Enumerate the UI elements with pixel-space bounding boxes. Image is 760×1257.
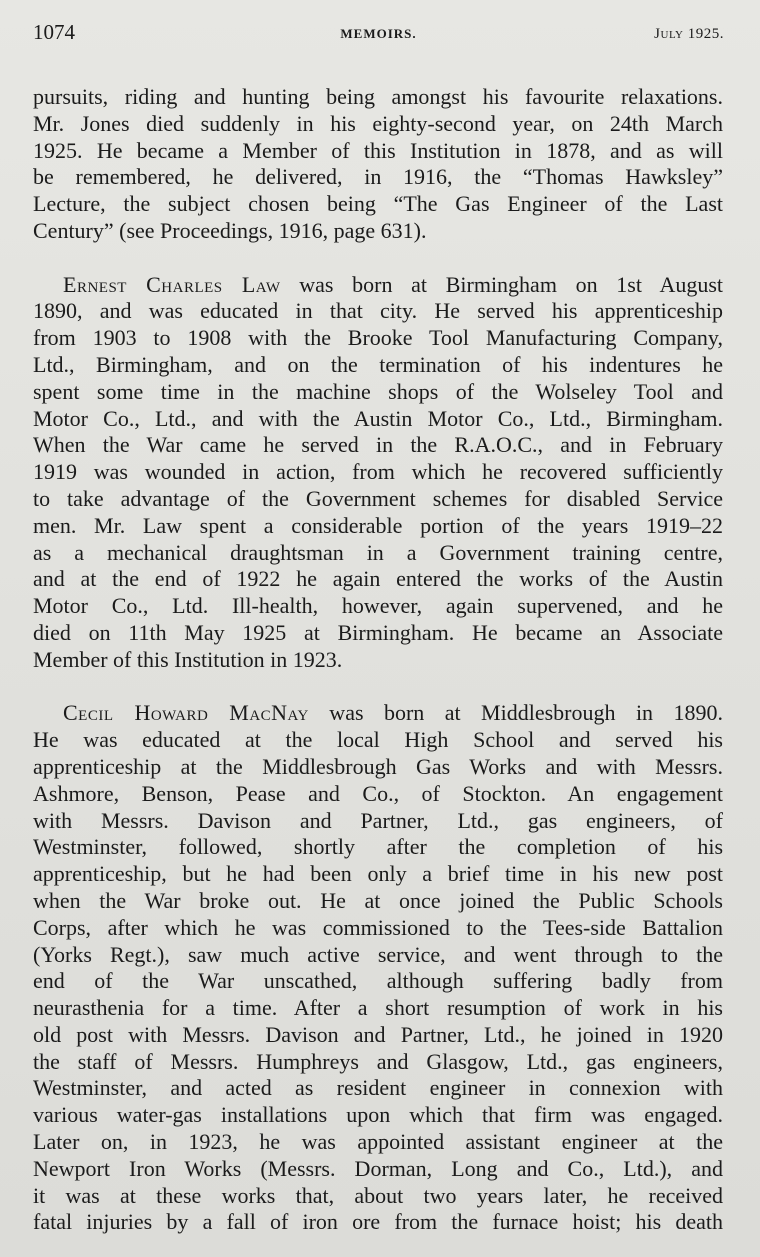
text-line: when the War broke out. He at once joined the Public Schools [33,887,723,913]
text-line: Corps, after which he was commissioned to the Tees-side Battalion [33,914,723,940]
text-line-first [33,272,723,299]
text-line: spent some time in the machine shops of the Wolseley Tool and [33,378,723,404]
text-line: and at the end of 1922 he again entered the works of the Austin [33,566,723,592]
text-line: died on 11th May 1925 at Birmingham. He became an Associate [33,619,723,645]
paragraph-law [33,272,723,674]
text-line: Westminster, followed, shortly after the completion of his [33,834,723,860]
paragraph-macnay [33,700,723,1236]
text-line: Motor Co., Ltd., and with the Austin Motor Co., Ltd., Birmingham. [33,405,723,431]
text-line-first [33,700,723,727]
text-line: be remembered, he delivered, in 1916, the “Thomas Hawksley” [33,164,723,190]
text-line: neurasthenia for a time. After a short resumption of work in his [33,995,723,1021]
text-line: end of the War unscathed, although suffering badly from [33,968,723,994]
page-header [33,20,724,52]
page-number: 1074 [33,20,75,44]
memoir-name: Ernest Charles Law [63,271,281,297]
text-line: various water-gas installations upon which that firm was engaged. [33,1102,723,1128]
text-line: men. Mr. Law spent a considerable portion of the years 1919–22 [33,512,723,538]
text-line: Mr. Jones died suddenly in his eighty-second year, on 24th March [33,110,723,136]
text-line: Westminster, and acted as resident engineer in connexion with [33,1075,723,1101]
text-line: was born at Birmingham on 1st August [280,271,724,297]
text-line: from 1903 to 1908 with the Brooke Tool Manufacturing Company, [33,325,723,351]
text-line: as a mechanical draughtsman in a Government training centre, [33,539,723,565]
text-line: Motor Co., Ltd. Ill-health, however, again supervened, and he [33,593,723,619]
text-line: Lecture, the subject chosen being “The Gas Engineer of the Last [33,191,723,217]
text-line: (Yorks Regt.), saw much active service, and went through to the [33,941,723,967]
text-line: with Messrs. Davison and Partner, Ltd., gas engineers, of [33,807,723,833]
paragraph-gap [33,245,723,272]
body-text [33,84,723,1236]
text-line: fatal injuries by a fall of iron ore from the furnace hoist; his death [33,1209,723,1235]
text-line: Century” (see Proceedings, 1916, page 631). [33,217,427,243]
text-line: apprenticeship, but he had been only a brief time in his new post [33,861,723,887]
text-line: Ashmore, Benson, Pease and Co., of Stockton. An engagement [33,780,723,806]
text-line: it was at these works that, about two years later, he received [33,1182,723,1208]
text-line: apprenticeship at the Middlesbrough Gas Works and with Messrs. [33,753,723,779]
text-line: the staff of Messrs. Humphreys and Glasgow, Ltd., gas engineers, [33,1048,723,1074]
text-line: Later on, in 1923, he was appointed assistant engineer at the [33,1129,723,1155]
issue-date: July 1925. [654,26,724,42]
running-head: MEMOIRS. [340,26,417,41]
paragraph-gap [33,674,723,701]
text-line: old post with Messrs. Davison and Partner, Ltd., he joined in 1920 [33,1021,723,1047]
text-line: 1890, and was educated in that city. He served his apprenticeship [33,298,723,324]
text-line: Ltd., Birmingham, and on the termination of his indentures he [33,351,723,377]
text-line: Newport Iron Works (Messrs. Dorman, Long and Co., Ltd.), and [33,1155,723,1181]
text-line: was born at Middlesbrough in 1890. [308,700,723,726]
text-line: When the War came he served in the R.A.O.C., and in February [33,432,723,458]
text-line: Member of this Institution in 1923. [33,646,343,672]
text-line: pursuits, riding and hunting being amongst his favourite relaxations. [33,84,723,109]
paragraph-jones [33,84,723,245]
memoir-name: Cecil Howard MacNay [63,700,309,726]
text-line: to take advantage of the Government schemes for disabled Service [33,485,723,511]
text-line: 1919 was wounded in action, from which he recovered sufficiently [33,459,723,485]
text-line: He was educated at the local High School and served his [33,727,723,753]
text-line: 1925. He became a Member of this Institution in 1878, and as will [33,137,723,163]
